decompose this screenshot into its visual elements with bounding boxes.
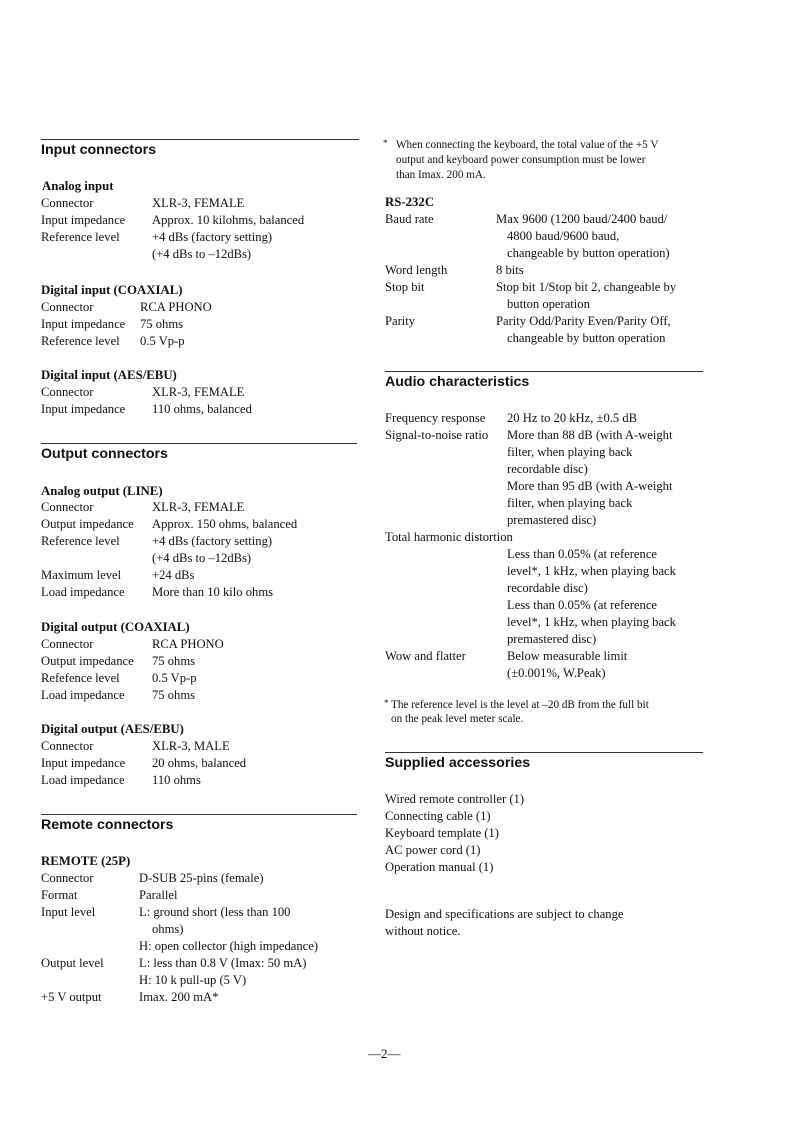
spec-value: +4 dBs (factory setting): [152, 534, 273, 548]
section-heading-remote-connectors: Remote connectors: [41, 817, 174, 833]
subsection-title-digital-output-coaxial: Digital output (COAXIAL): [41, 620, 190, 634]
spec-label: Frequency response: [385, 411, 486, 425]
spec-value: 20 Hz to 20 kHz, ±0.5 dB: [507, 411, 638, 425]
spec-value: Approx. 10 kilohms, balanced: [152, 213, 305, 227]
section-heading-input-connectors: Input connectors: [41, 142, 157, 158]
spec-value: Parallel: [139, 888, 178, 902]
spec-value: XLR-3, FEMALE: [152, 500, 245, 514]
spec-value: Less than 0.05% (at reference: [507, 547, 657, 561]
footnote-line: on the peak level meter scale.: [391, 713, 524, 725]
spec-label: Reference level: [41, 534, 120, 548]
spec-label: Signal-to-noise ratio: [385, 428, 489, 442]
spec-value: Less than 0.05% (at reference: [507, 598, 657, 612]
spec-label: Word length: [385, 263, 448, 277]
spec-label: Connector: [41, 196, 94, 210]
spec-value: More than 95 dB (with A-weight: [507, 479, 673, 493]
spec-value: filter, when playing back: [507, 496, 633, 510]
spec-label: Reference level: [41, 334, 120, 348]
subsection-title-rs232c: RS-232C: [385, 195, 435, 209]
section-rule: [385, 752, 703, 753]
page-number: —2—: [368, 1046, 401, 1061]
spec-value: Max 9600 (1200 baud/2400 baud/: [496, 212, 668, 226]
spec-label: Connector: [41, 500, 94, 514]
spec-value: premastered disc): [507, 632, 597, 646]
spec-value: 75 ohms: [140, 317, 184, 331]
spec-value: D-SUB 25-pins (female): [139, 871, 264, 885]
spec-label: Input impedance: [41, 756, 126, 770]
disclaimer-line: Design and specifications are subject to change: [385, 907, 624, 921]
spec-value: 20 ohms, balanced: [152, 756, 247, 770]
spec-value: Below measurable limit: [507, 649, 628, 663]
list-item: Keyboard template (1): [385, 826, 499, 840]
spec-label: Refefence level: [41, 671, 120, 685]
spec-label: Input impedance: [41, 213, 126, 227]
spec-value: Imax. 200 mA*: [139, 990, 219, 1004]
spec-label: Connector: [41, 871, 94, 885]
subsection-title-analog-input: Analog input: [42, 179, 114, 193]
spec-value: recordable disc): [507, 581, 588, 595]
spec-value: H: open collector (high impedance): [139, 939, 319, 953]
subsection-title-remote-25p: REMOTE (25P): [41, 854, 131, 868]
spec-value: changeable by button operation: [507, 331, 666, 345]
spec-label: Load impedance: [41, 585, 125, 599]
spec-value: level*, 1 kHz, when playing back: [507, 564, 676, 578]
spec-value: More than 88 dB (with A-weight: [507, 428, 673, 442]
spec-value: 0.5 Vp-p: [140, 334, 185, 348]
subsection-title-digital-input-aes: Digital input (AES/EBU): [41, 368, 177, 382]
list-item: Wired remote controller (1): [385, 792, 525, 806]
spec-value: Parity Odd/Parity Even/Parity Off,: [496, 314, 671, 328]
spec-label: Output impedance: [41, 654, 134, 668]
spec-value: level*, 1 kHz, when playing back: [507, 615, 676, 629]
spec-label: Input level: [41, 905, 96, 919]
list-item: Operation manual (1): [385, 860, 494, 874]
footnote-line: When connecting the keyboard, the total value of the +5 V: [396, 139, 659, 151]
spec-label: Parity: [385, 314, 416, 328]
spec-value: ohms): [152, 922, 184, 936]
spec-value: RCA PHONO: [140, 300, 212, 314]
spec-value: button operation: [507, 297, 590, 311]
footnote-line: than Imax. 200 mA.: [396, 169, 486, 181]
list-item: AC power cord (1): [385, 843, 481, 857]
spec-label: Connector: [41, 385, 94, 399]
subsection-title-analog-output: Analog output (LINE): [41, 484, 163, 498]
spec-label: Total harmonic distortion: [385, 530, 513, 544]
spec-value: (+4 dBs to –12dBs): [152, 247, 252, 261]
section-rule: [41, 814, 357, 815]
spec-value: filter, when playing back: [507, 445, 633, 459]
section-heading-supplied-accessories: Supplied accessories: [385, 755, 531, 771]
spec-value: recordable disc): [507, 462, 588, 476]
spec-label: Output impedance: [41, 517, 134, 531]
spec-value: 75 ohms: [152, 654, 196, 668]
spec-value: +4 dBs (factory setting): [152, 230, 273, 244]
spec-value: 75 ohms: [152, 688, 196, 702]
spec-label: +5 V output: [41, 990, 102, 1004]
section-heading-audio-characteristics: Audio characteristics: [385, 374, 530, 390]
spec-value: XLR-3, FEMALE: [152, 385, 245, 399]
list-item: Connecting cable (1): [385, 809, 491, 823]
spec-label: Reference level: [41, 230, 120, 244]
spec-label: Maximum level: [41, 568, 122, 582]
spec-label: Stop bit: [385, 280, 425, 294]
spec-value: More than 10 kilo ohms: [152, 585, 274, 599]
section-rule: [385, 371, 703, 372]
disclaimer-line: without notice.: [385, 924, 461, 938]
spec-value: changeable by button operation): [507, 246, 670, 260]
spec-value: L: less than 0.8 V (Imax: 50 mA): [139, 956, 307, 970]
spec-label: Input impedance: [41, 402, 126, 416]
spec-value: 8 bits: [496, 263, 524, 277]
section-rule: [41, 139, 359, 140]
spec-label: Output level: [41, 956, 104, 970]
spec-label: Connector: [41, 300, 94, 314]
section-heading-output-connectors: Output connectors: [41, 446, 168, 462]
footnote-mark: *: [383, 138, 388, 148]
spec-value: 110 ohms: [152, 773, 201, 787]
spec-label: Baud rate: [385, 212, 434, 226]
footnote-line: output and keyboard power consumption must be lower: [396, 154, 646, 166]
spec-value: L: ground short (less than 100: [139, 905, 291, 919]
spec-value: XLR-3, FEMALE: [152, 196, 245, 210]
section-rule: [41, 443, 357, 444]
spec-value: Stop bit 1/Stop bit 2, changeable by: [496, 280, 677, 294]
spec-label: Connector: [41, 637, 94, 651]
spec-value: premastered disc): [507, 513, 597, 527]
spec-value: RCA PHONO: [152, 637, 224, 651]
subsection-title-digital-input-coaxial: Digital input (COAXIAL): [41, 283, 183, 297]
spec-value: 4800 baud/9600 baud,: [507, 229, 620, 243]
spec-label: Load impedance: [41, 688, 125, 702]
spec-value: XLR-3, MALE: [152, 739, 230, 753]
spec-label: Wow and flatter: [385, 649, 466, 663]
spec-label: Connector: [41, 739, 94, 753]
footnote-line: The reference level is the level at –20 dB from the full bit: [391, 699, 649, 711]
spec-label: Format: [41, 888, 78, 902]
spec-value: (±0.001%, W.Peak): [507, 666, 606, 680]
subsection-title-digital-output-aes: Digital output (AES/EBU): [41, 722, 184, 736]
spec-value: +24 dBs: [152, 568, 195, 582]
spec-label: Load impedance: [41, 773, 125, 787]
spec-value: Approx. 150 ohms, balanced: [152, 517, 298, 531]
spec-value: 110 ohms, balanced: [152, 402, 252, 416]
spec-label: Input impedance: [41, 317, 126, 331]
spec-value: (+4 dBs to –12dBs): [152, 551, 252, 565]
spec-value: H: 10 k pull-up (5 V): [139, 973, 247, 987]
footnote-mark: *: [384, 698, 389, 708]
spec-value: 0.5 Vp-p: [152, 671, 197, 685]
